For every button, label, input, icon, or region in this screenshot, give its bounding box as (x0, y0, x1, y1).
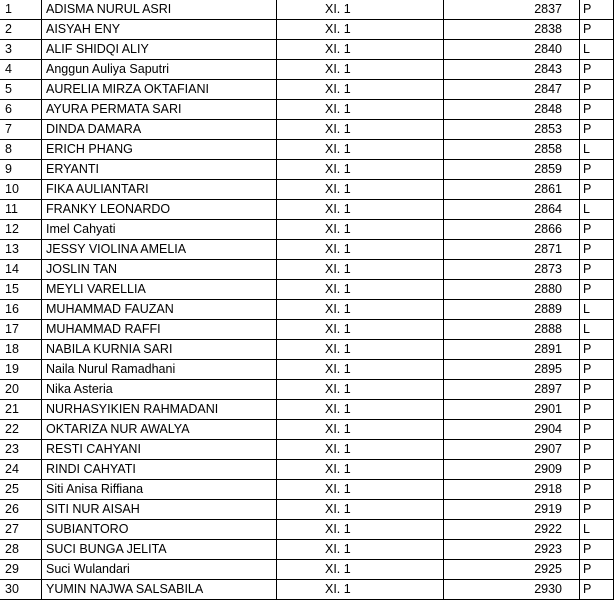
table-row (0, 400, 614, 420)
student-gender: P (580, 540, 614, 560)
row-number: 7 (0, 120, 42, 140)
student-gender: P (580, 360, 614, 380)
row-number: 3 (0, 40, 42, 60)
student-class: XI. 1 (277, 240, 444, 260)
row-number: 9 (0, 160, 42, 180)
student-name: Naila Nurul Ramadhani (42, 360, 277, 380)
student-gender: P (580, 100, 614, 120)
row-number: 14 (0, 260, 42, 280)
row-number: 22 (0, 420, 42, 440)
student-id: 2923 (444, 540, 580, 560)
student-name: Suci Wulandari (42, 560, 277, 580)
row-number: 30 (0, 580, 42, 600)
table-row (0, 220, 614, 240)
row-number: 11 (0, 200, 42, 220)
table-row (0, 120, 614, 140)
student-class: XI. 1 (277, 340, 444, 360)
table-row (0, 280, 614, 300)
student-class: XI. 1 (277, 80, 444, 100)
row-number: 27 (0, 520, 42, 540)
student-id: 2848 (444, 100, 580, 120)
table-row (0, 500, 614, 520)
student-class: XI. 1 (277, 360, 444, 380)
student-gender: P (580, 80, 614, 100)
student-gender: L (580, 320, 614, 340)
row-number: 18 (0, 340, 42, 360)
student-gender: P (580, 460, 614, 480)
row-number: 5 (0, 80, 42, 100)
student-name: FRANKY LEONARDO (42, 200, 277, 220)
row-number: 29 (0, 560, 42, 580)
student-class: XI. 1 (277, 420, 444, 440)
student-id: 2838 (444, 20, 580, 40)
student-gender: P (580, 380, 614, 400)
student-name: ERYANTI (42, 160, 277, 180)
student-id: 2897 (444, 380, 580, 400)
student-gender: P (580, 440, 614, 460)
student-name: RINDI CAHYATI (42, 460, 277, 480)
table-row (0, 240, 614, 260)
student-name: FIKA AULIANTARI (42, 180, 277, 200)
row-number: 19 (0, 360, 42, 380)
student-class: XI. 1 (277, 140, 444, 160)
student-gender: P (580, 480, 614, 500)
row-number: 20 (0, 380, 42, 400)
student-gender: L (580, 300, 614, 320)
table-row (0, 420, 614, 440)
student-name: ERICH PHANG (42, 140, 277, 160)
student-gender: P (580, 240, 614, 260)
row-number: 17 (0, 320, 42, 340)
student-name: SUCI BUNGA JELITA (42, 540, 277, 560)
row-number: 15 (0, 280, 42, 300)
student-gender: P (580, 260, 614, 280)
student-class: XI. 1 (277, 60, 444, 80)
student-class: XI. 1 (277, 580, 444, 600)
row-number: 12 (0, 220, 42, 240)
student-class: XI. 1 (277, 120, 444, 140)
student-class: XI. 1 (277, 540, 444, 560)
row-number: 28 (0, 540, 42, 560)
table-row (0, 140, 614, 160)
student-id: 2837 (444, 0, 580, 20)
student-name: Nika Asteria (42, 380, 277, 400)
row-number: 2 (0, 20, 42, 40)
student-class: XI. 1 (277, 560, 444, 580)
student-gender: P (580, 560, 614, 580)
table-row (0, 360, 614, 380)
table-row (0, 60, 614, 80)
student-id: 2871 (444, 240, 580, 260)
row-number: 21 (0, 400, 42, 420)
student-class: XI. 1 (277, 280, 444, 300)
student-id: 2840 (444, 40, 580, 60)
student-id: 2873 (444, 260, 580, 280)
row-number: 8 (0, 140, 42, 160)
student-id: 2909 (444, 460, 580, 480)
table-row (0, 460, 614, 480)
student-name: RESTI CAHYANI (42, 440, 277, 460)
student-id: 2880 (444, 280, 580, 300)
student-gender: L (580, 200, 614, 220)
student-name: JESSY VIOLINA AMELIA (42, 240, 277, 260)
table-row (0, 80, 614, 100)
student-class: XI. 1 (277, 20, 444, 40)
student-id: 2930 (444, 580, 580, 600)
student-id: 2843 (444, 60, 580, 80)
row-number: 26 (0, 500, 42, 520)
student-id: 2858 (444, 140, 580, 160)
student-name: MUHAMMAD FAUZAN (42, 300, 277, 320)
student-gender: P (580, 400, 614, 420)
student-name: NURHASYIKIEN RAHMADANI (42, 400, 277, 420)
student-id: 2889 (444, 300, 580, 320)
row-number: 25 (0, 480, 42, 500)
row-number: 16 (0, 300, 42, 320)
student-name: ADISMA NURUL ASRI (42, 0, 277, 20)
table-row (0, 40, 614, 60)
student-gender: P (580, 500, 614, 520)
student-class: XI. 1 (277, 500, 444, 520)
table-row (0, 0, 614, 20)
student-id: 2907 (444, 440, 580, 460)
row-number: 13 (0, 240, 42, 260)
student-gender: P (580, 20, 614, 40)
student-name: MUHAMMAD RAFFI (42, 320, 277, 340)
table-row (0, 560, 614, 580)
student-id: 2859 (444, 160, 580, 180)
row-number: 10 (0, 180, 42, 200)
table-row (0, 520, 614, 540)
student-id: 2853 (444, 120, 580, 140)
student-class: XI. 1 (277, 160, 444, 180)
student-gender: P (580, 160, 614, 180)
table-row (0, 300, 614, 320)
student-id: 2866 (444, 220, 580, 240)
student-name: Anggun Auliya Saputri (42, 60, 277, 80)
student-name: MEYLI VARELLIA (42, 280, 277, 300)
student-name: AYURA PERMATA SARI (42, 100, 277, 120)
student-name: YUMIN NAJWA SALSABILA (42, 580, 277, 600)
student-class: XI. 1 (277, 300, 444, 320)
student-gender: P (580, 0, 614, 20)
student-class: XI. 1 (277, 200, 444, 220)
student-gender: P (580, 120, 614, 140)
table-row (0, 380, 614, 400)
student-id: 2925 (444, 560, 580, 580)
student-gender: P (580, 280, 614, 300)
student-id: 2888 (444, 320, 580, 340)
student-class: XI. 1 (277, 260, 444, 280)
student-id: 2847 (444, 80, 580, 100)
student-name: OKTARIZA NUR AWALYA (42, 420, 277, 440)
student-name: JOSLIN TAN (42, 260, 277, 280)
table-row (0, 180, 614, 200)
student-name: SITI NUR AISAH (42, 500, 277, 520)
student-id: 2922 (444, 520, 580, 540)
row-number: 4 (0, 60, 42, 80)
table-row (0, 440, 614, 460)
student-gender: L (580, 40, 614, 60)
student-id: 2918 (444, 480, 580, 500)
table-row (0, 100, 614, 120)
table-row (0, 540, 614, 560)
table-row (0, 20, 614, 40)
student-name: NABILA KURNIA SARI (42, 340, 277, 360)
student-name: ALIF SHIDQI ALIY (42, 40, 277, 60)
row-number: 24 (0, 460, 42, 480)
table-row (0, 320, 614, 340)
student-class: XI. 1 (277, 460, 444, 480)
student-id: 2919 (444, 500, 580, 520)
student-class: XI. 1 (277, 480, 444, 500)
student-class: XI. 1 (277, 40, 444, 60)
student-name: SUBIANTORO (42, 520, 277, 540)
student-class: XI. 1 (277, 100, 444, 120)
student-name: Siti Anisa Riffiana (42, 480, 277, 500)
student-gender: P (580, 220, 614, 240)
student-name: AISYAH ENY (42, 20, 277, 40)
student-gender: P (580, 180, 614, 200)
student-name: Imel Cahyati (42, 220, 277, 240)
row-number: 23 (0, 440, 42, 460)
table-row (0, 480, 614, 500)
student-id: 2895 (444, 360, 580, 380)
student-class: XI. 1 (277, 440, 444, 460)
student-gender: P (580, 420, 614, 440)
row-number: 1 (0, 0, 42, 20)
student-class: XI. 1 (277, 520, 444, 540)
student-id: 2861 (444, 180, 580, 200)
table-row (0, 160, 614, 180)
table-row (0, 340, 614, 360)
student-gender: L (580, 140, 614, 160)
student-name: AURELIA MIRZA OKTAFIANI (42, 80, 277, 100)
student-gender: L (580, 520, 614, 540)
student-class: XI. 1 (277, 220, 444, 240)
student-class: XI. 1 (277, 320, 444, 340)
table-row (0, 260, 614, 280)
table-row (0, 580, 614, 600)
row-number: 6 (0, 100, 42, 120)
student-gender: P (580, 340, 614, 360)
student-gender: P (580, 60, 614, 80)
table-row (0, 200, 614, 220)
student-id: 2864 (444, 200, 580, 220)
student-id: 2891 (444, 340, 580, 360)
student-id: 2904 (444, 420, 580, 440)
student-id: 2901 (444, 400, 580, 420)
student-gender: P (580, 580, 614, 600)
student-class: XI. 1 (277, 180, 444, 200)
student-class: XI. 1 (277, 380, 444, 400)
student-name: DINDA DAMARA (42, 120, 277, 140)
student-class: XI. 1 (277, 0, 444, 20)
student-class: XI. 1 (277, 400, 444, 420)
